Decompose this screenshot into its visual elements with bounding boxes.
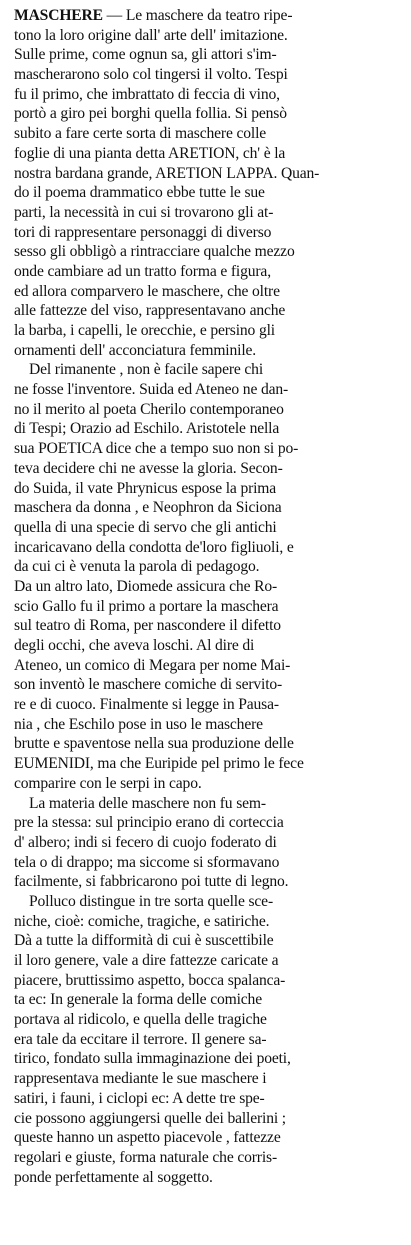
text-line: pre la stessa: sul principio erano di corteccia <box>14 814 284 832</box>
text-line: Polluco distingue in tre sorta quelle sce- <box>14 892 274 910</box>
text-line: son inventò le maschere comiche di servito- <box>14 676 283 694</box>
paragraph <box>14 794 401 892</box>
text-line: Ateneo, un comico di Megara per nome Mai- <box>14 656 291 674</box>
text-line: MASCHERE — Le maschere da teatro ripe- <box>14 7 293 24</box>
article-body <box>14 6 401 1187</box>
text-line: era tale da eccitare il terrore. Il genere sa- <box>14 1030 267 1048</box>
text-line: re e di cuoco. Finalmente si legge in Pausa- <box>14 696 279 714</box>
text-line: maschera da donna , e Neophron da Siciona <box>14 499 282 517</box>
text-line: portava al ridicolo, e quella delle tragiche <box>14 1011 267 1029</box>
text-line: EUMENIDI, ma che Euripide pel primo le fece <box>14 755 304 773</box>
text-line: regolari e giuste, forma naturale che corris- <box>14 1148 277 1166</box>
text-line: do Suida, il vate Phrynicus espose la prima <box>14 479 277 497</box>
text-line: cie possono aggiungersi quelle dei ballerini ; <box>14 1109 286 1127</box>
text-line: da cui ci è venuta la parola di pedagogo. <box>14 558 260 576</box>
text-line: di Tespi; Orazio ad Eschilo. Aristotele nella <box>14 420 280 438</box>
text-line: ed allora comparvero le maschere, che oltre <box>14 282 280 300</box>
text-line: sua POETICA dice che a tempo suo non si po- <box>14 440 299 458</box>
text-line: tirico, fondato sulla immaginazione dei poeti, <box>14 1050 291 1068</box>
text-line: Dà a tutte la difformità di cui è suscettibile <box>14 932 274 950</box>
text-line: rappresentava mediante le sue maschere i <box>14 1070 267 1088</box>
text-line: La materia delle maschere non fu sem- <box>14 794 266 812</box>
text-line: d' albero; indi si fecero di cuojo foderato di <box>14 833 277 851</box>
text-line: scio Gallo fu il primo a portare la maschera <box>14 597 279 615</box>
text-line: no il merito al poeta Cherilo contemporaneo <box>14 400 284 418</box>
text-line: satiri, i fauni, i ciclopi ec: A dette tre spe- <box>14 1089 265 1107</box>
text-line: il loro genere, vale a dire fattezze caricate a <box>14 952 279 969</box>
text-line: tela o di drappo; ma siccome si sformavano <box>14 853 280 871</box>
text-line: degli occhi, che aveva loschi. Al dire di <box>14 637 255 654</box>
text-line: Del rimanente , non è facile sapere chi <box>14 361 263 379</box>
text-line: tori di rappresentare personaggi di diverso <box>14 223 272 241</box>
text-line: la barba, i capelli, le orecchie, e persino gli <box>14 322 275 339</box>
text-line: alle fattezze del viso, rappresentavano anche <box>14 302 286 320</box>
text-line: nia , che Eschilo pose in uso le maschere <box>14 715 263 733</box>
text-line: mascherarono solo col tingersi il volto. Tespi <box>14 66 288 84</box>
paragraph <box>14 892 401 1187</box>
text-line: Sulle prime, come ognun sa, gli attori s'im- <box>14 46 277 64</box>
text-line: nostra bardana grande, ARETION LAPPA. Quan- <box>14 164 320 182</box>
text-line: piacere, bruttissimo aspetto, bocca spalanca- <box>14 971 286 989</box>
text-line: facilmente, si fabbricarono poi tutte di legno. <box>14 873 289 891</box>
text-line: queste hanno un aspetto piacevole , fattezze <box>14 1129 281 1147</box>
paragraph <box>14 360 401 793</box>
text-line: sesso gli obbligò a rintracciare qualche mezzo <box>14 243 295 261</box>
text-line: ponde perfettamente al soggetto. <box>14 1168 213 1186</box>
text-line: niche, cioè: comiche, tragiche, e satiriche. <box>14 912 270 930</box>
text-line: incaricavano della condotta de'loro figliuoli, e <box>14 538 294 556</box>
text-line: tono la loro origine dall' arte dell' imitazione. <box>14 26 288 44</box>
text-line: parti, la necessità in cui si trovarono gli at- <box>14 203 274 221</box>
headword: MASCHERE <box>14 7 103 24</box>
paragraph <box>14 6 401 360</box>
text-line: subito a fare certe sorta di maschere colle <box>14 125 267 143</box>
text-line: sul teatro di Roma, per nascondere il difetto <box>14 617 281 635</box>
text-line: fu il primo, che imbrattato di feccia di vino, <box>14 85 280 103</box>
text-line: ornamenti dell' acconciatura femminile. <box>14 341 257 359</box>
text-line: Da un altro lato, Diomede assicura che Ro- <box>14 577 278 595</box>
text-line: quella di una specie di servo che gli antichi <box>14 518 277 536</box>
text-line: brutte e spaventose nella sua produzione delle <box>14 735 294 753</box>
text-line: teva decidere chi ne avesse la gloria. Secon- <box>14 459 283 477</box>
text-line: ne fosse l'inventore. Suida ed Ateneo ne dan- <box>14 381 289 399</box>
text-line: do il poema drammatico ebbe tutte le sue <box>14 184 265 202</box>
text-line: portò a giro pei borghi quella follia. Si pensò <box>14 105 287 123</box>
text-line: comparire con le serpi in capo. <box>14 774 202 792</box>
text-line: onde cambiare ad un tratto forma e figura, <box>14 262 271 280</box>
text-line: ta ec: In generale la forma delle comiche <box>14 991 262 1009</box>
text-line: foglie di una pianta detta ARETION, ch' è la <box>14 144 286 162</box>
